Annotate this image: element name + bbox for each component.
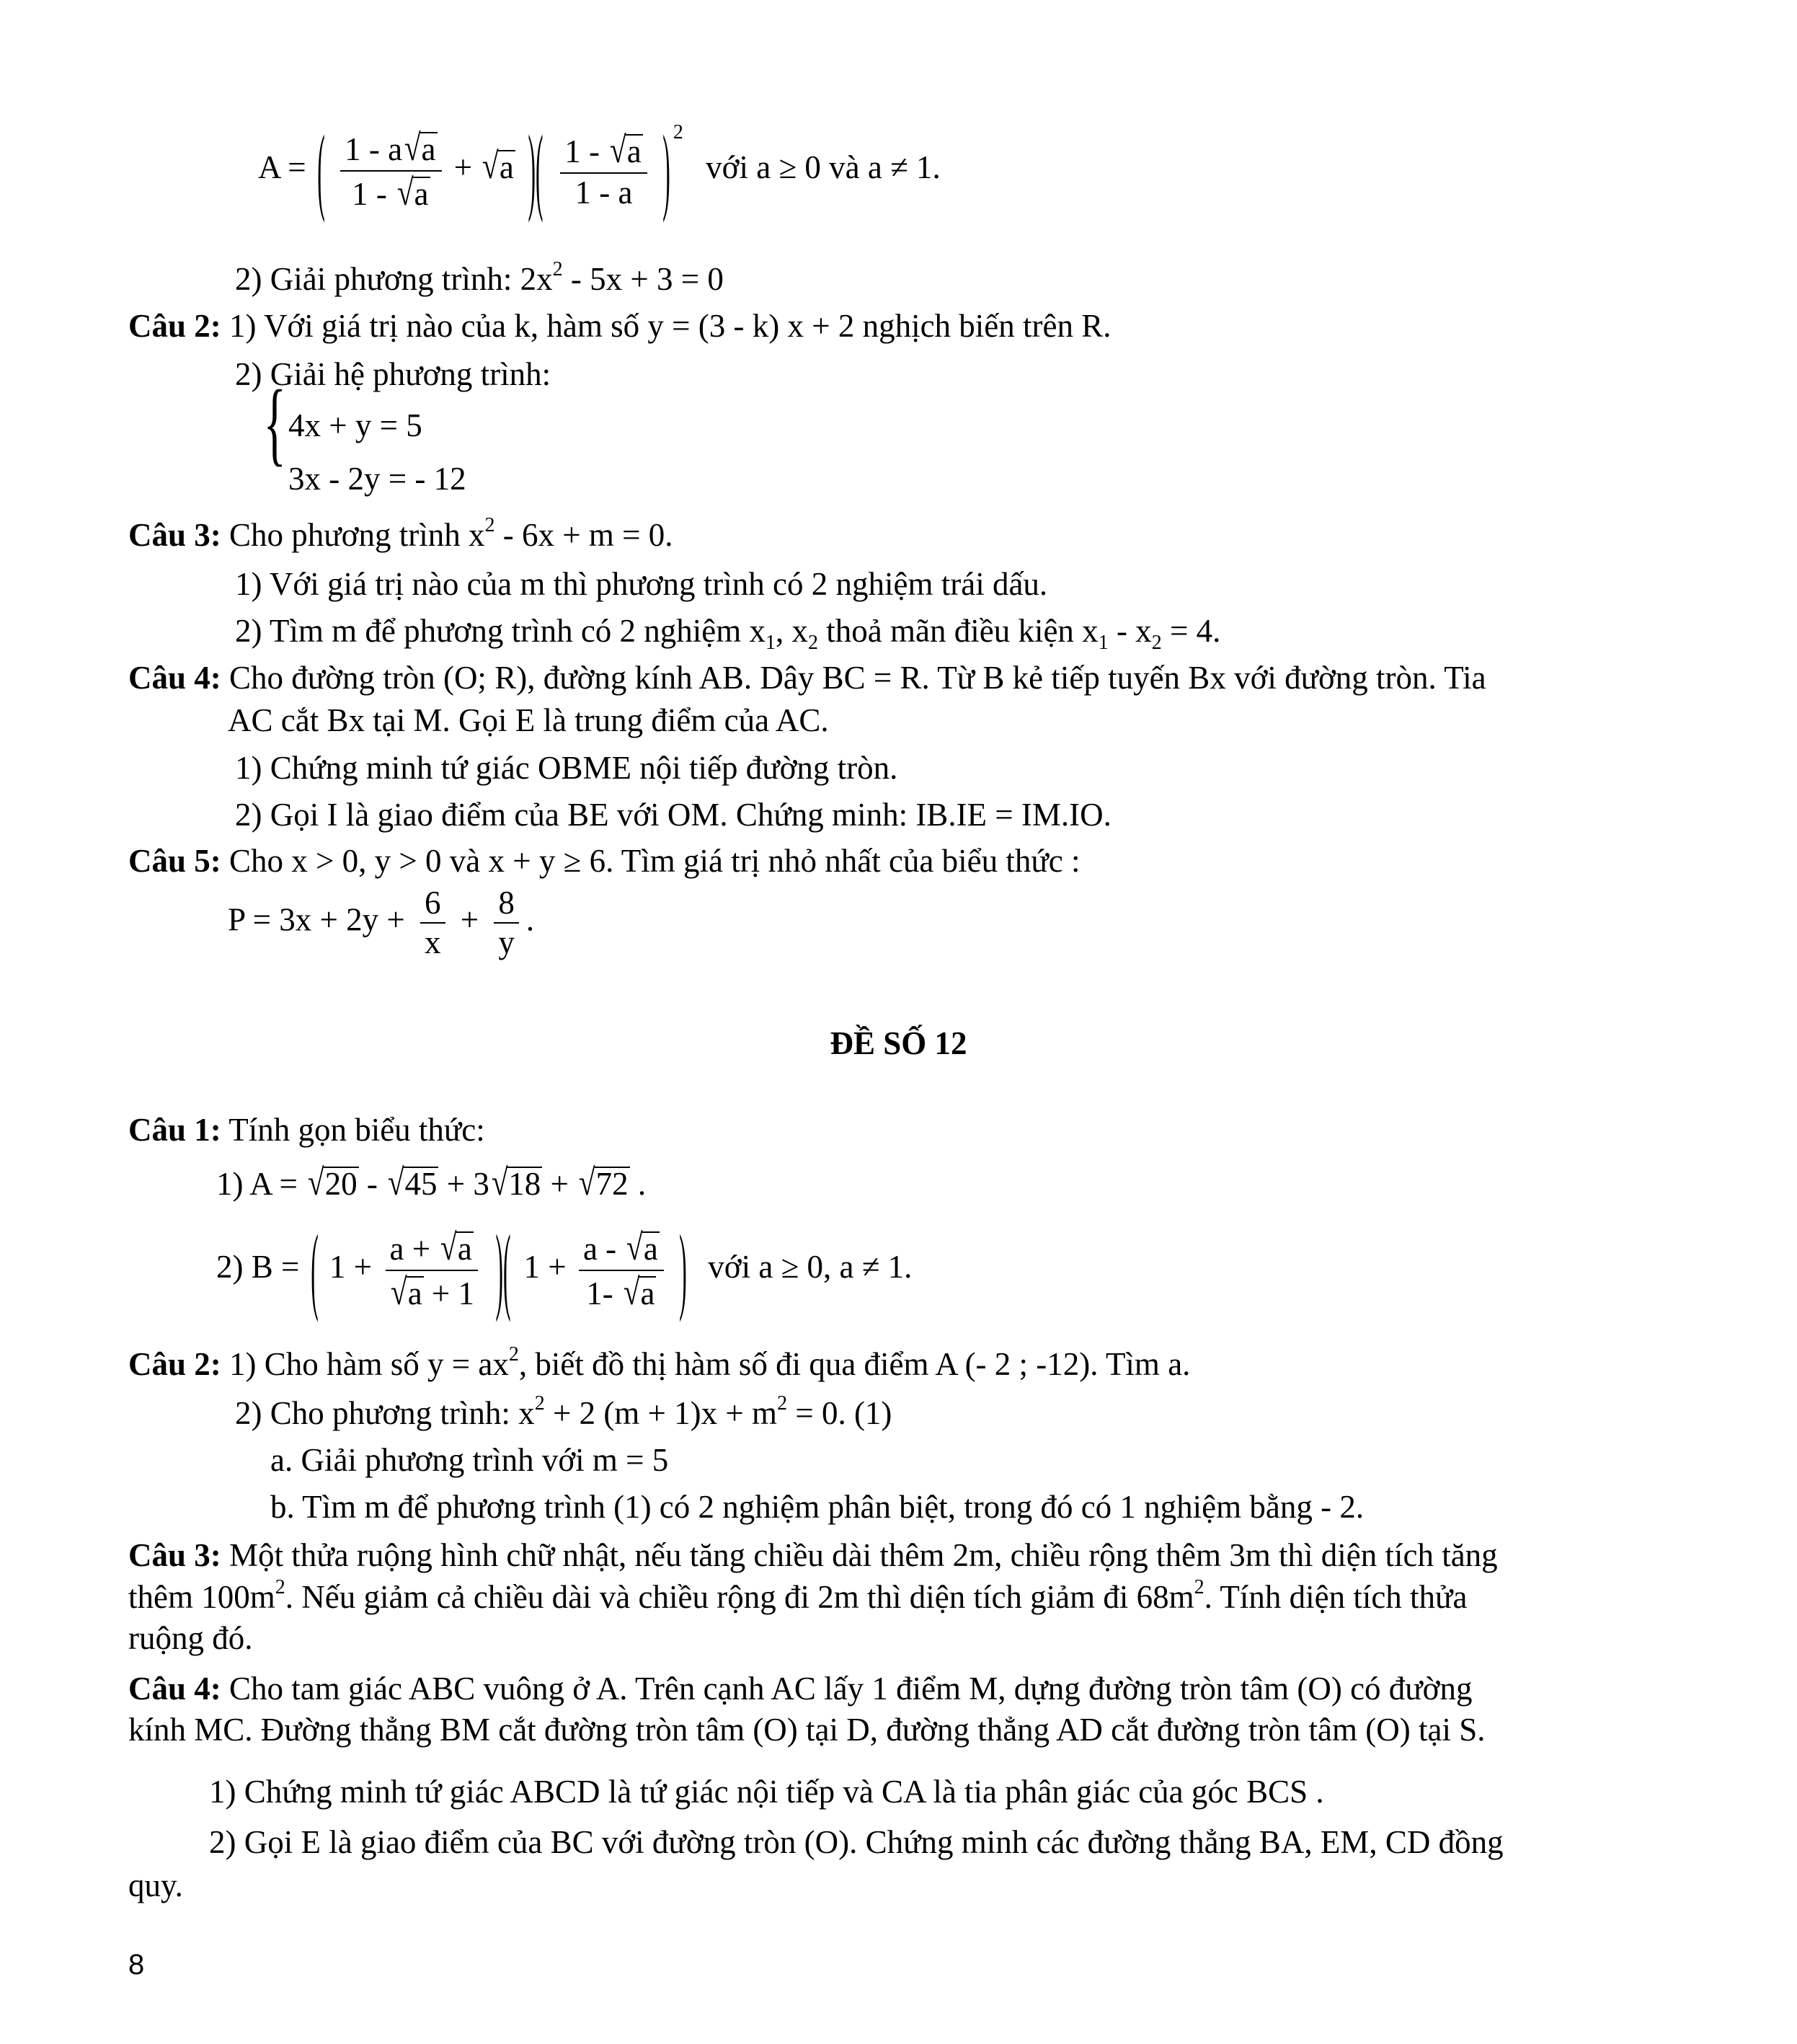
question-4: Câu 4: Cho đường tròn (O; R), đường kính AB. Dây BC = R. Từ B kẻ tiếp tuyến Bx với đường tròn. Tia <box>128 660 1486 696</box>
expression-a: A = ( $\frac{1 - a√a}{1 - √a}$ + √a )( $\frac{1 - √a}{1 - a}$ ) $^2$ với a ≥ 0 và a ≠ 1. <box>258 115 941 224</box>
page-number: 8 <box>128 1949 145 1981</box>
question-line: ruộng đó. <box>128 1620 253 1656</box>
question-line: 2) Gọi E là giao điểm của BC với đường tròn (O). Chứng minh các đường thẳng BA, EM, CD đồng <box>209 1824 1504 1860</box>
question-line: quy. <box>128 1867 183 1903</box>
question-5: Câu 5: Cho x > 0, y > 0 và x + y ≥ 6. Tìm giá trị nhỏ nhất của biểu thức : <box>128 843 1081 879</box>
d12-question-1: Câu 1: Tính gọn biểu thức: <box>128 1112 485 1148</box>
question-line: 1) Chứng minh tứ giác OBME nội tiếp đường tròn. <box>235 750 898 786</box>
fraction: $\frac{1 - a√a}{1 - √a}$ <box>340 130 441 212</box>
question-line: 1) Với giá trị nào của m thì phương trình có 2 nghiệm trái dấu. <box>235 566 1048 602</box>
expression-p: P = 3x + 2y + $\frac{6}{x}$ + $\frac{8}{y}$ . <box>228 885 535 960</box>
question-line: 1) Chứng minh tứ giác ABCD là tứ giác nội tiếp và CA là tia phân giác của góc BCS . <box>209 1774 1324 1810</box>
d12-question-3: Câu 3: Một thửa ruộng hình chữ nhật, nếu tăng chiều dài thêm 2m, chiều rộng thêm 3m thì diện tích tăng <box>128 1537 1498 1573</box>
d12-question-4: Câu 4: Cho tam giác ABC vuông ở A. Trên cạnh AC lấy 1 điểm M, dựng đường tròn tâm (O) có đường <box>128 1671 1473 1707</box>
question-line: 2) Gọi I là giao điểm của BE với OM. Chứng minh: IB.IE = IM.IO. <box>235 797 1112 833</box>
question-line: a. Giải phương trình với m = 5 <box>270 1442 669 1478</box>
section-title: ĐỀ SỐ 12 <box>830 1025 967 1061</box>
question-line: 2) Giải phương trình: $2x^2 - 5x + 3 = 0$ <box>235 258 724 297</box>
d12-question-2: Câu 2: 1) Cho hàm số $y = ax^2$, biết đồ thị hàm số đi qua điểm A (- 2 ; -12). Tìm a. <box>128 1343 1191 1382</box>
expression-a2: 1) A = √20 - √45 + 3√18 + √72 . <box>216 1162 647 1203</box>
question-line: kính MC. Đường thẳng BM cắt đường tròn tâm (O) tại D, đường thẳng AD cắt đường tròn tâm (O) tại S. <box>128 1712 1486 1748</box>
question-line: 2) Giải hệ phương trình: <box>235 356 551 392</box>
question-line: thêm $100m^2$. Nếu giảm cả chiều dài và chiều rộng đi 2m thì diện tích giảm đi $68m^2$. Tính diện tích thửa <box>128 1576 1468 1615</box>
question-3: Câu 3: Cho phương trình $x^2 - 6x + m = 0$. <box>128 514 673 553</box>
fraction: $\frac{1 - √a}{1 - a}$ <box>560 132 647 209</box>
question-line: AC cắt Bx tại M. Gọi E là trung điểm của AC. <box>228 702 829 738</box>
question-line: b. Tìm m để phương trình (1) có 2 nghiệm phân biệt, trong đó có 1 nghiệm bằng - 2. <box>270 1489 1365 1525</box>
question-line: 2) Tìm m để phương trình có 2 nghiệm $x_1$, $x_2$ thoả mãn điều kiện $x_1 - x_2 = 4$. <box>235 613 1221 654</box>
question-2: Câu 2: 1) Với giá trị nào của k, hàm số y = (3 - k) x + 2 nghịch biến trên R. <box>128 308 1112 344</box>
brace: { <box>263 371 286 475</box>
question-line: 2) Cho phương trình: $x^2 + 2$ $(m + 1)x + m^2 = 0$. (1) <box>235 1392 892 1431</box>
expression-b: 2) B = ( 1 + $\frac{a + √a}{√a + 1}$ )( 1 + $\frac{a - √a}{1- √a}$ ) với a ≥ 0, a ≠ 1. <box>216 1215 913 1324</box>
